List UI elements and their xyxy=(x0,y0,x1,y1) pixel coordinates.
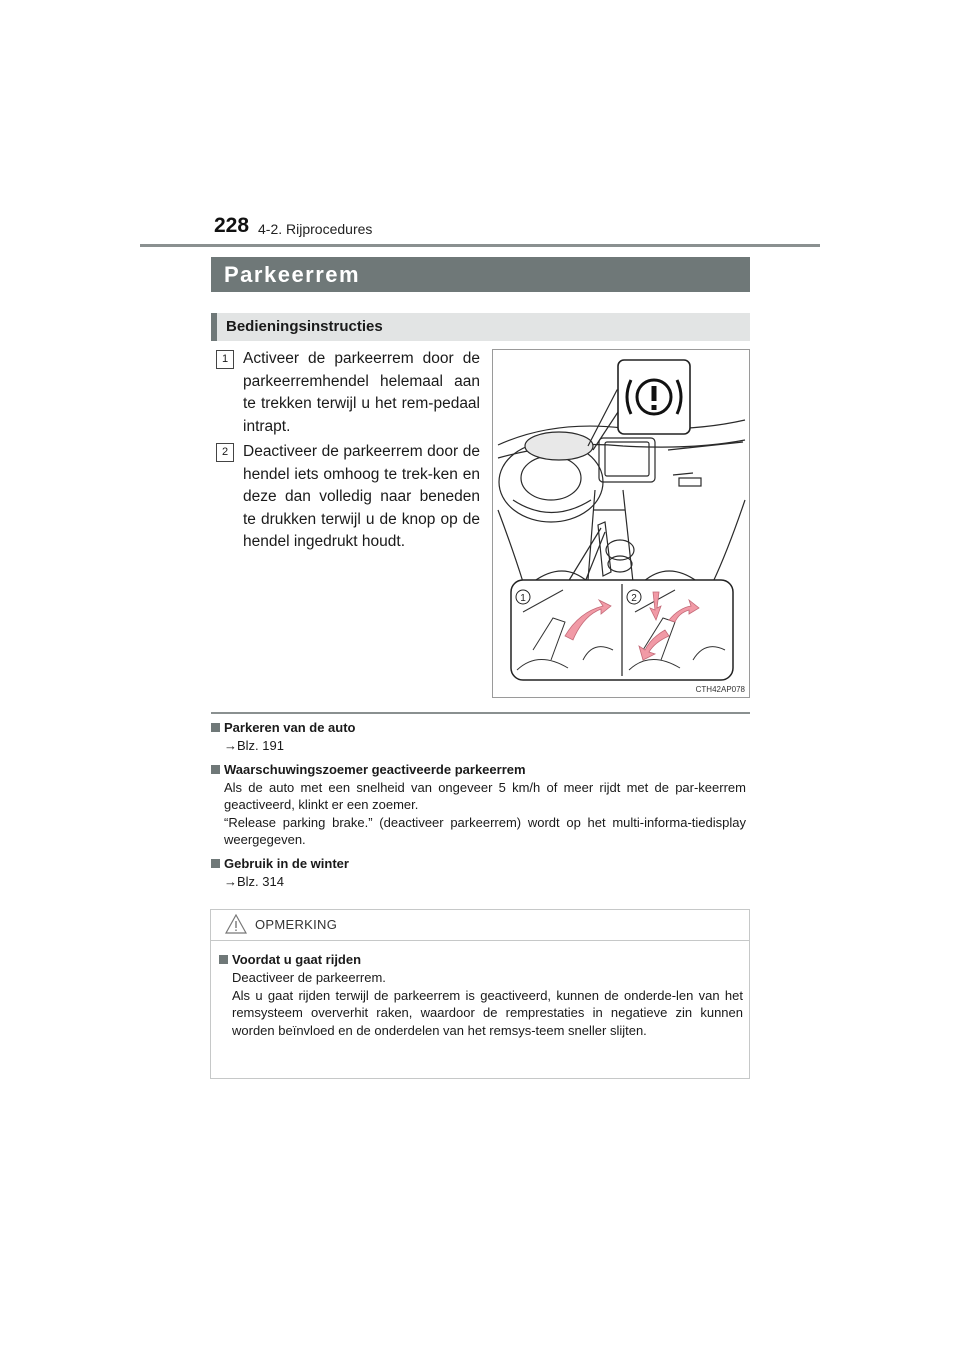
inset-label-1 xyxy=(516,590,530,604)
inset-label-2 xyxy=(627,590,641,604)
section-title: Parkeerrem xyxy=(211,257,750,292)
chapter-title: 4-2. Rijprocedures xyxy=(258,221,373,237)
page-number: 228 xyxy=(214,214,250,237)
caution-content xyxy=(211,941,749,1039)
note-title: Waarschuwingszoemer geactiveerde parkeerrem xyxy=(224,761,526,777)
svg-text:2: 2 xyxy=(631,593,637,604)
subsection-title: Bedieningsinstructies xyxy=(211,313,750,341)
notes-list xyxy=(211,719,746,896)
note-body: →Blz. 314 xyxy=(224,873,284,889)
caution-title: Voordat u gaat rijden xyxy=(232,952,362,967)
note-body: →Blz. 191 xyxy=(224,738,284,753)
step-2-text: Deactiveer de parkeerrem door de hendel iets omhoog te trek-ken en deze dan volledig naar beneden te drukken terwijl u de knop op de hendel ingedrukt houdt. xyxy=(243,443,480,550)
step-number-2: 2 xyxy=(216,443,234,462)
note-parking xyxy=(211,719,746,755)
step-2 xyxy=(216,441,480,554)
bullet-square-icon xyxy=(211,765,220,774)
note-winter xyxy=(211,855,746,891)
caution-box xyxy=(210,909,750,1079)
note-body-2: “Release parking brake.” (deactiveer parkeerrem) wordt op het multi-informa-tiedisplay weergegeven. xyxy=(224,814,746,847)
bullet-square-icon xyxy=(219,955,228,964)
dashboard-drawing xyxy=(493,350,749,697)
illustration-code: CTH42AP078 xyxy=(695,685,745,694)
step-1 xyxy=(216,348,480,438)
bullet-square-icon xyxy=(211,859,220,868)
step-1-text: Activeer de parkeerrem door de parkeerremhendel helemaal aan te trekken terwijl u het rem-pedaal intrapt. xyxy=(243,350,480,435)
warning-triangle-icon xyxy=(225,914,247,934)
step-list xyxy=(216,348,480,557)
section-rule xyxy=(211,712,750,714)
bullet-square-icon xyxy=(211,723,220,732)
caution-line-2: Als u gaat rijden terwijl de parkeerrem is geactiveerd, kunnen de onderde-len van het remsysteem oververhit raken, waardoor de remprestaties in negatieve zin kunnen worden beïnvloed en de onderdelen van het remsys-teem sneller slijten. xyxy=(232,987,743,1038)
note-body: Als de auto met een snelheid van ongeveer 5 km/h of meer rijdt met de par-keerrem geactiveerd, klinkt er een zoemer. xyxy=(224,779,746,812)
caution-label: OPMERKING xyxy=(255,917,338,932)
note-title: Gebruik in de winter xyxy=(224,855,349,871)
caution-header xyxy=(211,910,749,941)
note-title: Parkeren van de auto xyxy=(224,720,356,735)
parking-brake-illustration xyxy=(492,349,750,698)
caution-line-1: Deactiveer de parkeerrem. xyxy=(232,970,386,985)
svg-text:1: 1 xyxy=(520,593,526,604)
step-number-1: 1 xyxy=(216,350,234,369)
header-rule xyxy=(140,244,820,247)
note-warning-buzzer xyxy=(211,761,746,849)
